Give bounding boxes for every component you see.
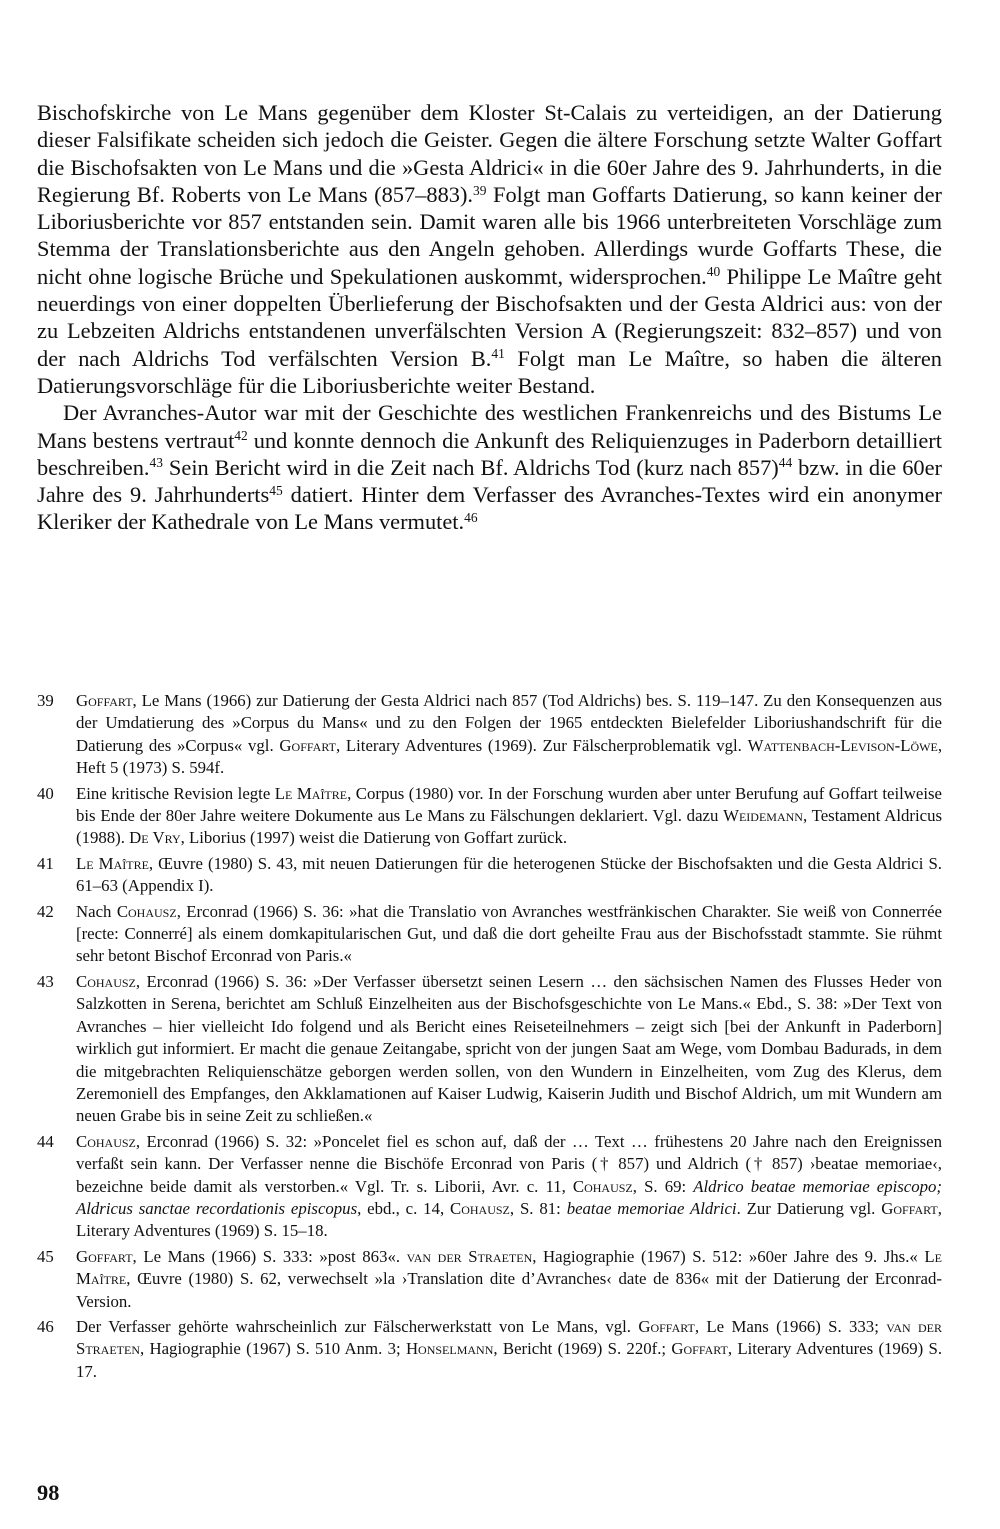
author-name: Goffart [279,735,336,755]
author-name: Goffart [76,1246,133,1266]
footnote-text [76,853,942,898]
text-run: , Bericht (1969) S. 220f.; [493,1339,672,1359]
author-name: Goffart [881,1198,938,1218]
text-run: , Le Mans (1966) S. 333; [694,1316,887,1336]
main-text [37,99,942,536]
footnote-number: 41 [37,853,54,873]
text-run: , Erconrad (1966) S. 36: »hat die Translatio von Avranches westfränkischen Charakter. Sie weiß von Connerrée [recte: Connerré] als einem domkapitularischen Gut, und daß die dort geheilte Frau aus der Bischofsstadt stammte. Sie rühmt sehr betont Bischof Erconrad von Paris.« [76,901,942,966]
body-paragraph [37,99,942,399]
footnote-ref: 42 [234,428,248,444]
text-run: , S. 69: [632,1176,694,1196]
text-run: , Le Mans (1966) zur Datierung der Gesta Aldrici nach 857 (Tod Aldrichs) bes. S. 119–147. Zu den Konsequenzen aus der Umdatierung des »Corpus du Mans« und zu den Folgen der 1965 entdeckten Bielefelder Liboriushandschrift für die Datierung des »Corpus« vgl. [76,691,942,755]
author-name: Le Maître [274,783,348,803]
author-name: Le Maître [76,853,149,873]
author-name: Cohausz [116,901,177,921]
text-run: , Hagiographie (1967) S. 510 Anm. 3; [140,1339,406,1359]
footnote-text [76,901,942,968]
author-name: Le Maître [76,1246,942,1289]
footnote-text [76,1246,942,1313]
author-name: Cohausz [450,1198,510,1218]
text-run: und konnte dennoch die Ankunft des Reliquienzuges in Paderborn detailliert beschreiben. [37,427,942,480]
text-run: Bischofskirche von Le Mans gegenüber dem Kloster St-Calais zu verteidigen, an der Datierung dieser Falsifikate scheiden sich jedoch die Geister. Gegen die ältere Forschung setzte Walter Goffart die Bischofsakten von Le Mans und die »Gesta Aldrici« in die 60er Jahre des 9. Jahrhunderts, in die Regierung Bf. Roberts von Le Mans (857–883). [37,100,942,207]
text-run: , Liborius (1997) weist die Datierung von Goffart zurück. [180,828,568,848]
author-name: Cohausz [76,1131,136,1151]
footnote-number: 46 [37,1316,54,1336]
footnote [37,901,942,968]
text-run: , Œuvre (1980) S. 62, verwechselt »la ›Translation dite d’Avranches‹ date de 836« mit der Datierung der Erconrad-Version. [76,1269,942,1311]
text-run: , Œuvre (1980) S. 43, mit neuen Datierungen für die heterogenen Stücke der Bischofsakten und die Gesta Aldrici S. 61–63 (Appendix I). [76,853,942,896]
text-run: , Corpus (1980) vor. In der Forschung wurden aber unter Berufung auf Goffart teilweise bis Ende der 80er Jahre weitere Dokumente aus Le Mans zu Fälschungen deklariert. Vgl. dazu [76,783,942,826]
text-run: Der Verfasser gehörte wahrscheinlich zur Fälscherwerkstatt von Le Mans, vgl. [76,1316,639,1336]
text-run: , S. 81: [509,1198,567,1218]
footnote-number: 44 [37,1131,54,1151]
footnote-ref: 41 [491,346,505,362]
footnote-text [76,690,942,780]
footnote [37,1246,942,1313]
footnote [37,853,942,898]
footnote-number: 43 [37,971,54,991]
author-name: Cohausz [76,971,136,991]
body-paragraph [37,399,942,535]
author-name: Weidemann [723,806,803,826]
text-run: , ebd., c. 14, [357,1198,451,1218]
latin-quote: beatae memoriae Aldrici [566,1198,737,1218]
footnote [37,1316,942,1383]
text-run: Philippe Le Maître geht neuerdings von einer doppelten Überlieferung der Bischofsakten und der Gesta Aldrici aus: von der zu Lebzeiten Aldrichs entstandenen unverfälschten Version A (Regierungszeit: 832–857) und von der nach Aldrichs Tod verfälschten Version B. [37,263,942,371]
footnote [37,690,942,780]
author-name: De Vry [129,828,181,848]
text-run: , Literary Adventures (1969). Zur Fälscherproblematik vgl. [335,735,748,755]
author-name: Cohausz [572,1176,633,1196]
text-run: , Erconrad (1966) S. 32: »Poncelet fiel es schon auf, daß der … Text … frühestens 20 Jahre nach den Ereignissen verfaßt sein kann. Der Verfasser nenne die Bischöfe Erconrad von Paris († 857) und Aldrich († 857) ›beatae memoriae‹, bezeichne beide damit als verstorben.« Vgl. Tr. s. Liborii, Avr. c. 11, [76,1131,942,1196]
footnote [37,971,942,1128]
text-run: , Literary Adventures (1969) S. 15–18. [76,1198,942,1241]
footnote-number: 45 [37,1246,54,1266]
text-run: Folgt man Goffarts Datierung, so kann keiner der Liboriusberichte vor 857 entstanden sein. Damit waren alle bis 1966 unterbreiteten Vorschläge zum Stemma der Translationsberichte aus den Angeln gehoben. Allerdings wurde Goffarts These, die nicht ohne logische Brüche und Spekulationen auskommt, widersprochen. [37,181,942,289]
author-name: Goffart [638,1316,695,1336]
footnote-ref: 43 [149,455,163,471]
author-name: van der Straeten [76,1316,942,1359]
text-run: Eine kritische Revision legte [76,783,275,803]
footnote-text [76,1131,942,1243]
footnote-ref: 45 [269,482,283,498]
footnote [37,783,942,850]
text-run: bzw. in die 60er Jahre des 9. Jahrhunderts [37,454,942,508]
text-run: Nach [76,901,117,921]
latin-quote: Aldrico beatae memoriae episcopo; Aldricus sanctae recordationis episcopus [76,1176,942,1218]
footnote-ref: 40 [706,264,721,280]
text-run: Der Avranches-Autor war mit der Geschichte des westlichen Frankenreichs und des Bistums Le Mans bestens vertraut [37,400,942,453]
footnote-ref: 46 [464,510,478,526]
footnote-number: 42 [37,901,54,921]
author-name: Honselmann [405,1339,494,1359]
footnote-ref: 44 [778,455,793,471]
text-run: , Testament Aldricus (1988). [76,806,942,848]
text-run: , Erconrad (1966) S. 36: »Der Verfasser übersetzt seinen Lesern … den sächsischen Namen des Flusses Heder von Salzkotten in Serena, berichtet am Schluß Einzelheiten aus der Bischofsgeschichte von Le Mans.« Ebd., S. 38: »Der Text von Avranches – hier vielleicht Ido folgend und als Bericht eines Reiseteilnehmers – zeigt sich [bei der Ankunft in Paderborn] wirklich gut informiert. Er macht die genaue Zeitangabe, spricht von der jungen Saat am Wege, vom Dombau Badurads, in dem die mitgebrachten Reliquienschätze geborgen werden sollen, von den Wundern in Einzelheiten, vom Zug des Klerus, dem Zeremoniell des Empfanges, den Akklamationen auf Kaiser Ludwig, Kaiserin Judith und Bischof Aldrich, um mit Wundern am neuen Grabe bis in seine Zeit zu schließen.« [76,971,942,1126]
text-run: datiert. Hinter dem Verfasser des Avranches-Textes wird ein anonymer Kleriker der Kathedrale von Le Mans vermutet. [37,482,943,535]
text-run: Folgt man Le Maître, so haben die älteren Datierungsvorschläge für die Liboriusberichte weiter Bestand. [37,345,942,398]
text-run: Sein Bericht wird in die Zeit nach Bf. Aldrichs Tod (kurz nach 857) [162,454,779,480]
author-name: Wattenbach-Levison-Löwe [747,735,938,755]
footnote [37,1131,942,1243]
author-name: Goffart [671,1339,728,1359]
author-name: Goffart [76,691,133,710]
text-run: , Le Mans (1966) S. 333: »post 863«. [132,1246,407,1266]
text-run: , Literary Adventures (1969) S. 17. [76,1339,943,1381]
footnotes [37,690,942,1386]
footnote-number: 40 [37,783,54,803]
text-run: , Hagiographie (1967) S. 512: »60er Jahre des 9. Jhs.« [532,1246,925,1266]
text-run: . Zur Datierung vgl. [736,1198,882,1218]
footnote-text [76,783,942,850]
text-run: , Heft 5 (1973) S. 594f. [76,735,943,778]
footnote-number: 39 [37,691,54,710]
footnote-text [76,971,942,1128]
page-number: 98 [37,1480,60,1505]
footnote-ref: 39 [473,182,487,198]
footnote-text [76,1316,942,1383]
author-name: van der Straeten [406,1246,533,1266]
